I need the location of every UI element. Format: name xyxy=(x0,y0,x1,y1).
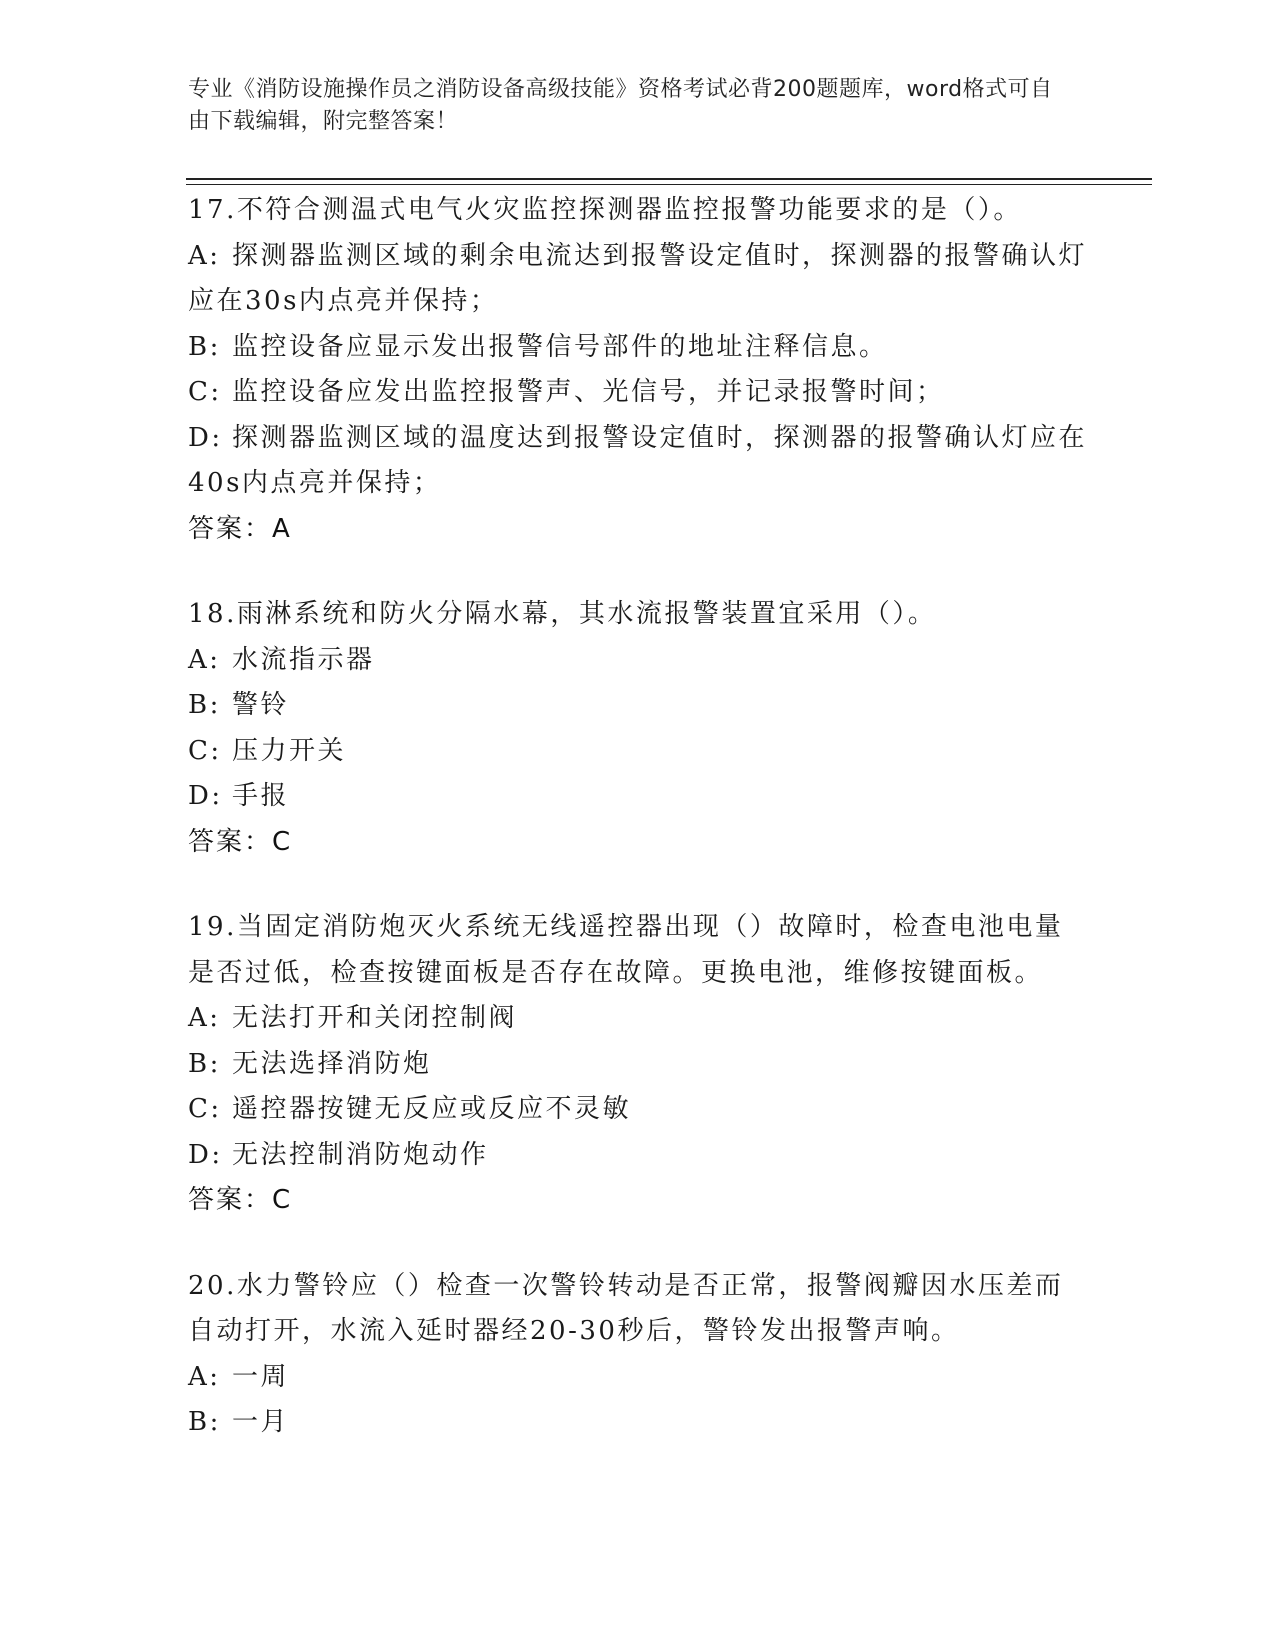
option-text: 无法选择消防炮 xyxy=(232,1048,432,1079)
question-20-option-b xyxy=(188,1400,1088,1446)
question-18-option-a xyxy=(188,638,1088,684)
header-divider xyxy=(186,178,1152,180)
question-19-option-a xyxy=(188,996,1088,1042)
option-text: 压力开关 xyxy=(232,735,347,766)
document-header-text: 专业《消防设施操作员之消防设备高级技能》资格考试必背200题题库，word格式可自由下载编辑，附完整答案！ xyxy=(188,77,1053,134)
option-label: C: xyxy=(188,377,222,407)
question-20-text: 20.水力警铃应（）检查一次警铃转动是否正常，报警阀瓣因水压差而自动打开，水流入延时器经20-30秒后，警铃发出报警声响。 xyxy=(188,1270,1064,1346)
option-text: 探测器监测区域的剩余电流达到报警设定值时，探测器的报警确认灯应在30s内点亮并保持； xyxy=(188,240,1088,316)
option-label: B: xyxy=(188,690,221,720)
question-18-option-b xyxy=(188,683,1088,729)
question-19 xyxy=(188,905,1088,1224)
option-label: A: xyxy=(188,644,221,675)
question-20 xyxy=(188,1264,1088,1446)
option-text: 一月 xyxy=(232,1407,290,1437)
question-17-option-c xyxy=(188,370,1088,416)
question-18-option-d xyxy=(188,774,1088,820)
question-19-text: 19.当固定消防炮灭火系统无线遥控器出现（）故障时，检查电池电量是否过低，检查按键面板是否存在故障。更换电池，维修按键面板。 xyxy=(188,912,1064,988)
question-17-answer: 答案：A xyxy=(188,513,292,544)
option-label: B: xyxy=(188,1407,221,1437)
option-text: 监控设备应发出监控报警声、光信号，并记录报警时间； xyxy=(232,377,945,407)
question-19-answer: 答案：C xyxy=(188,1185,293,1215)
question-17-option-d xyxy=(188,416,1088,507)
option-text: 警铃 xyxy=(232,690,290,720)
question-17-option-a xyxy=(188,234,1088,325)
option-label: D: xyxy=(188,1139,223,1170)
option-label: C: xyxy=(188,1094,222,1124)
question-18-answer: 答案：C xyxy=(188,826,293,857)
question-20-option-a xyxy=(188,1355,1088,1401)
option-label: A: xyxy=(188,1003,221,1033)
question-18-option-c xyxy=(188,729,1088,775)
option-text: 探测器监测区域的温度达到报警设定值时，探测器的报警确认灯应在40s内点亮并保持； xyxy=(188,422,1088,498)
option-text: 遥控器按键无反应或反应不灵敏 xyxy=(232,1094,632,1124)
question-17 xyxy=(188,188,1088,552)
question-19-option-b xyxy=(188,1042,1088,1088)
option-label: D: xyxy=(188,781,223,811)
question-19-option-c xyxy=(188,1087,1088,1133)
option-text: 无法控制消防炮动作 xyxy=(232,1139,489,1170)
option-label: B: xyxy=(188,331,221,362)
option-label: A: xyxy=(188,240,221,271)
question-list xyxy=(188,188,1088,1486)
option-text: 手报 xyxy=(232,781,290,811)
option-text: 无法打开和关闭控制阀 xyxy=(232,1003,518,1033)
option-label: C: xyxy=(188,735,222,766)
option-text: 一周 xyxy=(232,1361,290,1392)
option-text: 水流指示器 xyxy=(232,644,375,675)
question-18-text: 18.雨淋系统和防火分隔水幕，其水流报警装置宜采用（）。 xyxy=(188,599,937,629)
question-18 xyxy=(188,592,1088,865)
question-19-option-d xyxy=(188,1133,1088,1179)
header-divider-thin xyxy=(186,184,1152,185)
option-text: 监控设备应显示发出报警信号部件的地址注释信息。 xyxy=(232,331,888,362)
question-17-option-b xyxy=(188,325,1088,371)
option-label: D: xyxy=(188,422,223,453)
question-17-text: 17.不符合测温式电气火灾监控探测器监控报警功能要求的是（）。 xyxy=(188,195,1022,225)
option-label: A: xyxy=(188,1361,221,1392)
option-label: B: xyxy=(188,1048,221,1079)
